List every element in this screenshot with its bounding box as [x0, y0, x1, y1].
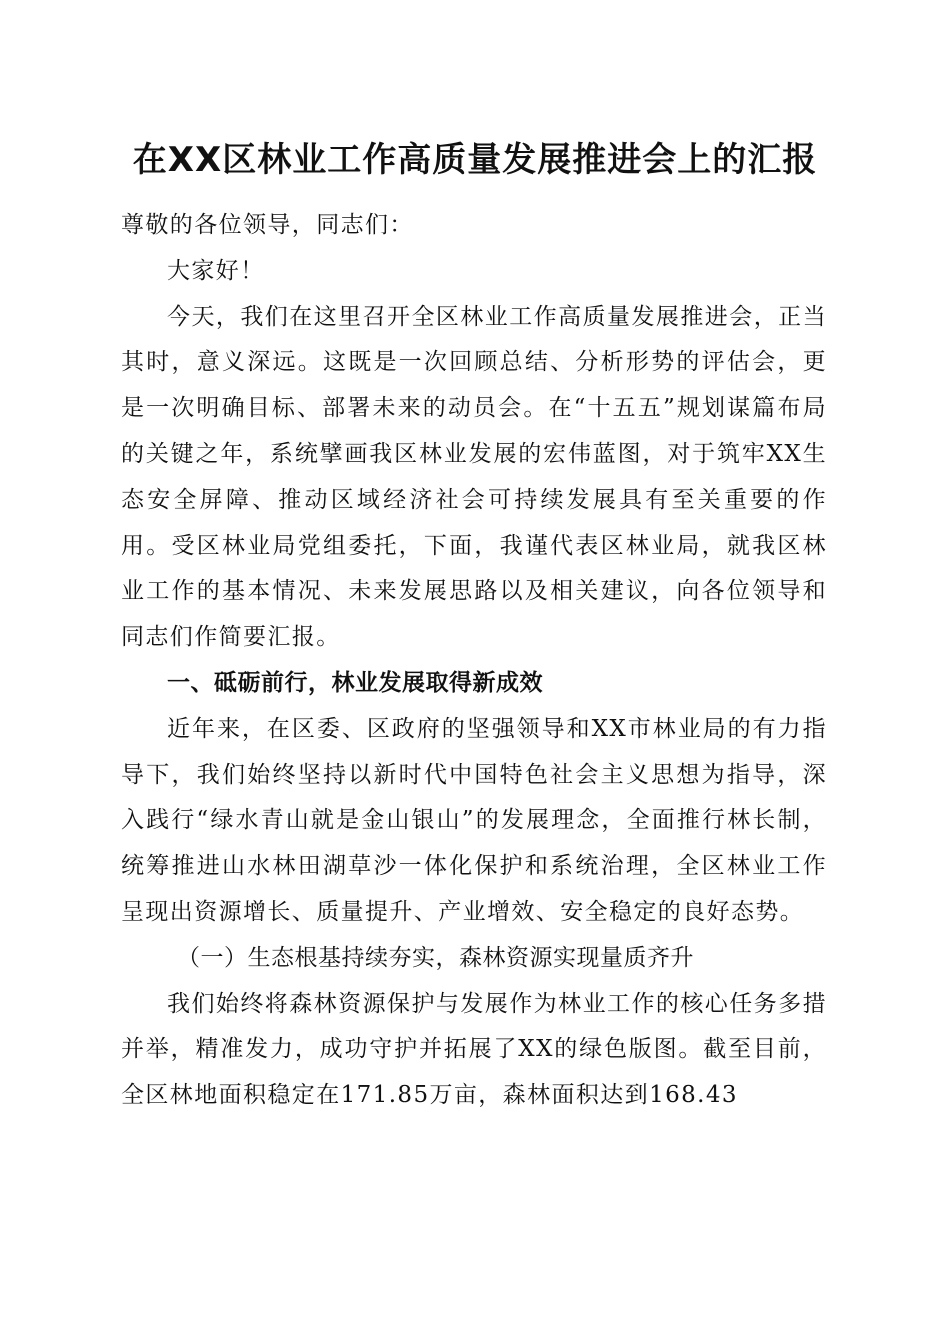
document-body: [121, 203, 827, 1119]
subsection-heading-1: （一）生态根基持续夯实，森林资源实现量质齐升: [177, 944, 694, 971]
section-heading-1: 一、砥砺前行，林业发展取得新成效: [167, 669, 543, 696]
subsection-1-paragraph: 我们始终将森林资源保护与发展作为林业工作的核心任务多措并举，精准发力，成功守护并拓展了XX的绿色版图。截至目前，全区林地面积稳定在171.85万亩，森林面积达到168.43: [121, 990, 827, 1109]
document-title: 在XX区林业工作高质量发展推进会上的汇报: [132, 140, 818, 180]
greeting: 大家好！: [167, 257, 265, 284]
salutation: 尊敬的各位领导，同志们：: [121, 212, 414, 238]
intro-paragraph: 今天，我们在这里召开全区林业工作高质量发展推进会，正当其时，意义深远。这既是一次回顾总结、分析形势的评估会，更是一次明确目标、部署未来的动员会。在“十五五”规划谋篇布局的关键之年，系统擘画我区林业发展的宏伟蓝图，对于筑牢XX生态安全屏障、推动区域经济社会可持续发展具有至关重要的作用。受区林业局党组委托，下面，我谨代表区林业局，就我区林业工作的基本情况、未来发展思路以及相关建议，向各位领导和同志们作简要汇报。: [121, 303, 827, 651]
section-1-paragraph: 近年来，在区委、区政府的坚强领导和XX市林业局的有力指导下，我们始终坚持以新时代中国特色社会主义思想为指导，深入践行“绿水青山就是金山银山”的发展理念，全面推行林长制，统筹推进山水林田湖草沙一体化保护和系统治理，全区林业工作呈现出资源增长、质量提升、产业增效、安全稳定的良好态势。: [121, 715, 827, 925]
